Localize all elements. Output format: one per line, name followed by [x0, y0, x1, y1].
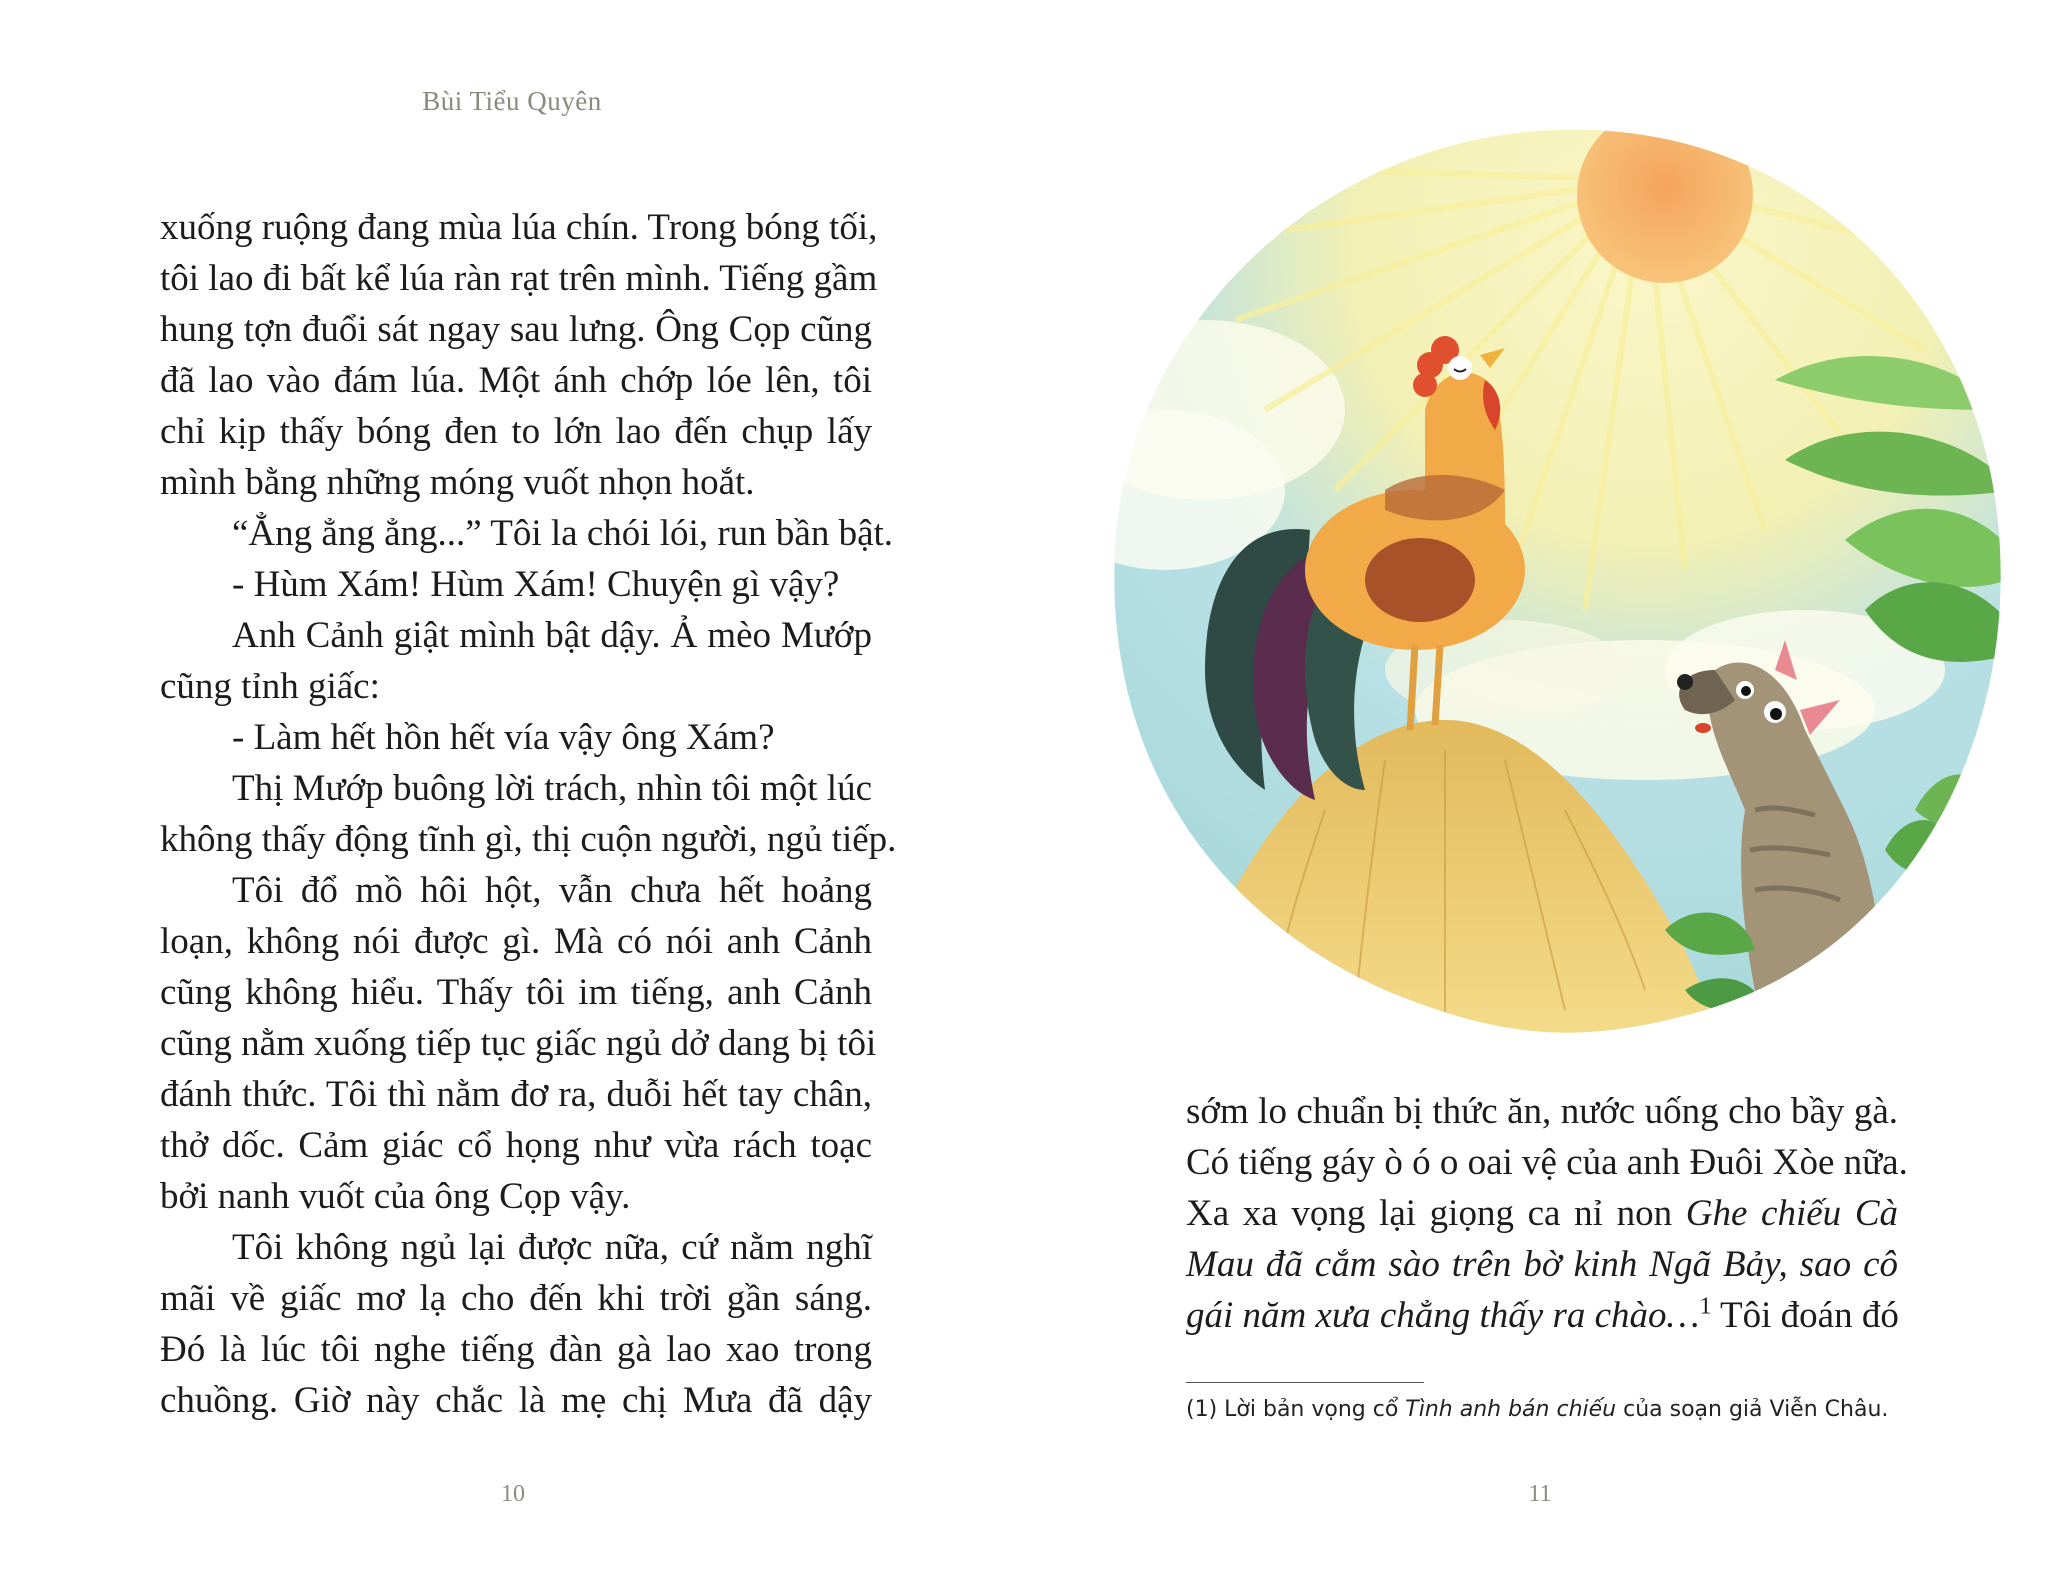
text-line: hung tợn đuổi sát ngay sau lưng. Ông Cọp cũng — [160, 309, 872, 350]
rooster-illustration — [1085, 110, 2025, 1040]
text-line: bởi nanh vuốt của ông Cọp vậy. — [160, 1176, 631, 1217]
right-body-text — [1186, 1086, 1908, 1341]
text-line: tôi lao đi bất kể lúa ràn rạt trên mình. Tiếng gầm — [160, 258, 878, 299]
text-line: “Ẳng ẳng ẳng...” Tôi la chói lói, run bần bật. — [232, 513, 894, 554]
text-line: xuống ruộng đang mùa lúa chín. Trong bóng tối, — [160, 207, 878, 248]
text-line — [1186, 1290, 1898, 1341]
text-line: Đó là lúc tôi nghe tiếng đàn gà lao xao trong — [160, 1329, 872, 1370]
text-line: cũng không hiểu. Thấy tôi im tiếng, anh Cảnh — [160, 972, 872, 1013]
text-segment: sớm lo chuẩn bị thức ăn, nước uống cho bầy gà. — [1186, 1091, 1898, 1132]
text-line — [1186, 1239, 1898, 1290]
text-line: - Hùm Xám! Hùm Xám! Chuyện gì vậy? — [232, 564, 840, 605]
text-line: Anh Cảnh giật mình bật dậy. Ả mèo Mướp — [232, 615, 872, 656]
text-segment: Tôi đoán đó — [1711, 1295, 1899, 1336]
text-segment: Xa xa vọng lại giọng ca nỉ non — [1186, 1193, 1686, 1234]
text-line — [1186, 1086, 1898, 1137]
footnote — [1186, 1397, 1946, 1422]
text-line: cũng tỉnh giấc: — [160, 666, 380, 707]
text-segment: Mau đã cắm sào trên bờ kinh Ngã Bảy, sao cô — [1186, 1244, 1898, 1285]
text-line — [1186, 1188, 1898, 1239]
text-line: đánh thức. Tôi thì nằm đơ ra, duỗi hết tay chân, — [160, 1074, 872, 1115]
footnote-suffix: của soạn giả Viễn Châu. — [1616, 1397, 1889, 1422]
text-line: Tôi không ngủ lại được nữa, cứ nằm nghĩ — [232, 1227, 872, 1268]
text-line: mãi về giấc mơ lạ cho đến khi trời gần sáng. — [160, 1278, 872, 1319]
text-line: không thấy động tĩnh gì, thị cuộn người, ngủ tiếp. — [160, 819, 897, 860]
running-head-author: Bùi Tiểu Quyên — [422, 86, 602, 116]
footnote-divider — [1186, 1382, 1424, 1383]
text-line: loạn, không nói được gì. Mà có nói anh Cảnh — [160, 921, 872, 962]
page-number-right: 11 — [1528, 1481, 1552, 1507]
footnote-marker: 1 — [1699, 1293, 1712, 1320]
text-line: cũng nằm xuống tiếp tục giấc ngủ dở dang bị tôi — [160, 1023, 877, 1064]
text-line: Tôi đổ mồ hôi hột, vẫn chưa hết hoảng — [232, 870, 872, 911]
footnote-prefix: (1) Lời bản vọng cổ — [1186, 1397, 1406, 1422]
text-segment: Ghe chiếu Cà — [1685, 1193, 1898, 1234]
text-segment: Có tiếng gáy ò ó o oai vệ của anh Đuôi Xòe nữa. — [1186, 1142, 1908, 1183]
text-line: mình bằng những móng vuốt nhọn hoắt. — [160, 462, 755, 503]
page-number-left: 10 — [501, 1481, 525, 1507]
footnote-song-title: Tình anh bán chiếu — [1405, 1397, 1617, 1422]
text-line: chuồng. Giờ này chắc là mẹ chị Mưa đã dậy — [160, 1380, 872, 1421]
text-segment: gái năm xưa chẳng thấy ra chào… — [1186, 1295, 1700, 1336]
text-line: Thị Mướp buông lời trách, nhìn tôi một lúc — [232, 768, 872, 809]
text-line: thở dốc. Cảm giác cổ họng như vừa rách toạc — [160, 1125, 872, 1166]
text-line: - Làm hết hồn hết vía vậy ông Xám? — [232, 717, 775, 758]
text-line: đã lao vào đám lúa. Một ánh chớp lóe lên, tôi — [160, 360, 872, 401]
left-body-text — [160, 202, 897, 1426]
text-line: chỉ kịp thấy bóng đen to lớn lao đến chụp lấy — [160, 411, 872, 452]
text-line — [1186, 1137, 1908, 1188]
